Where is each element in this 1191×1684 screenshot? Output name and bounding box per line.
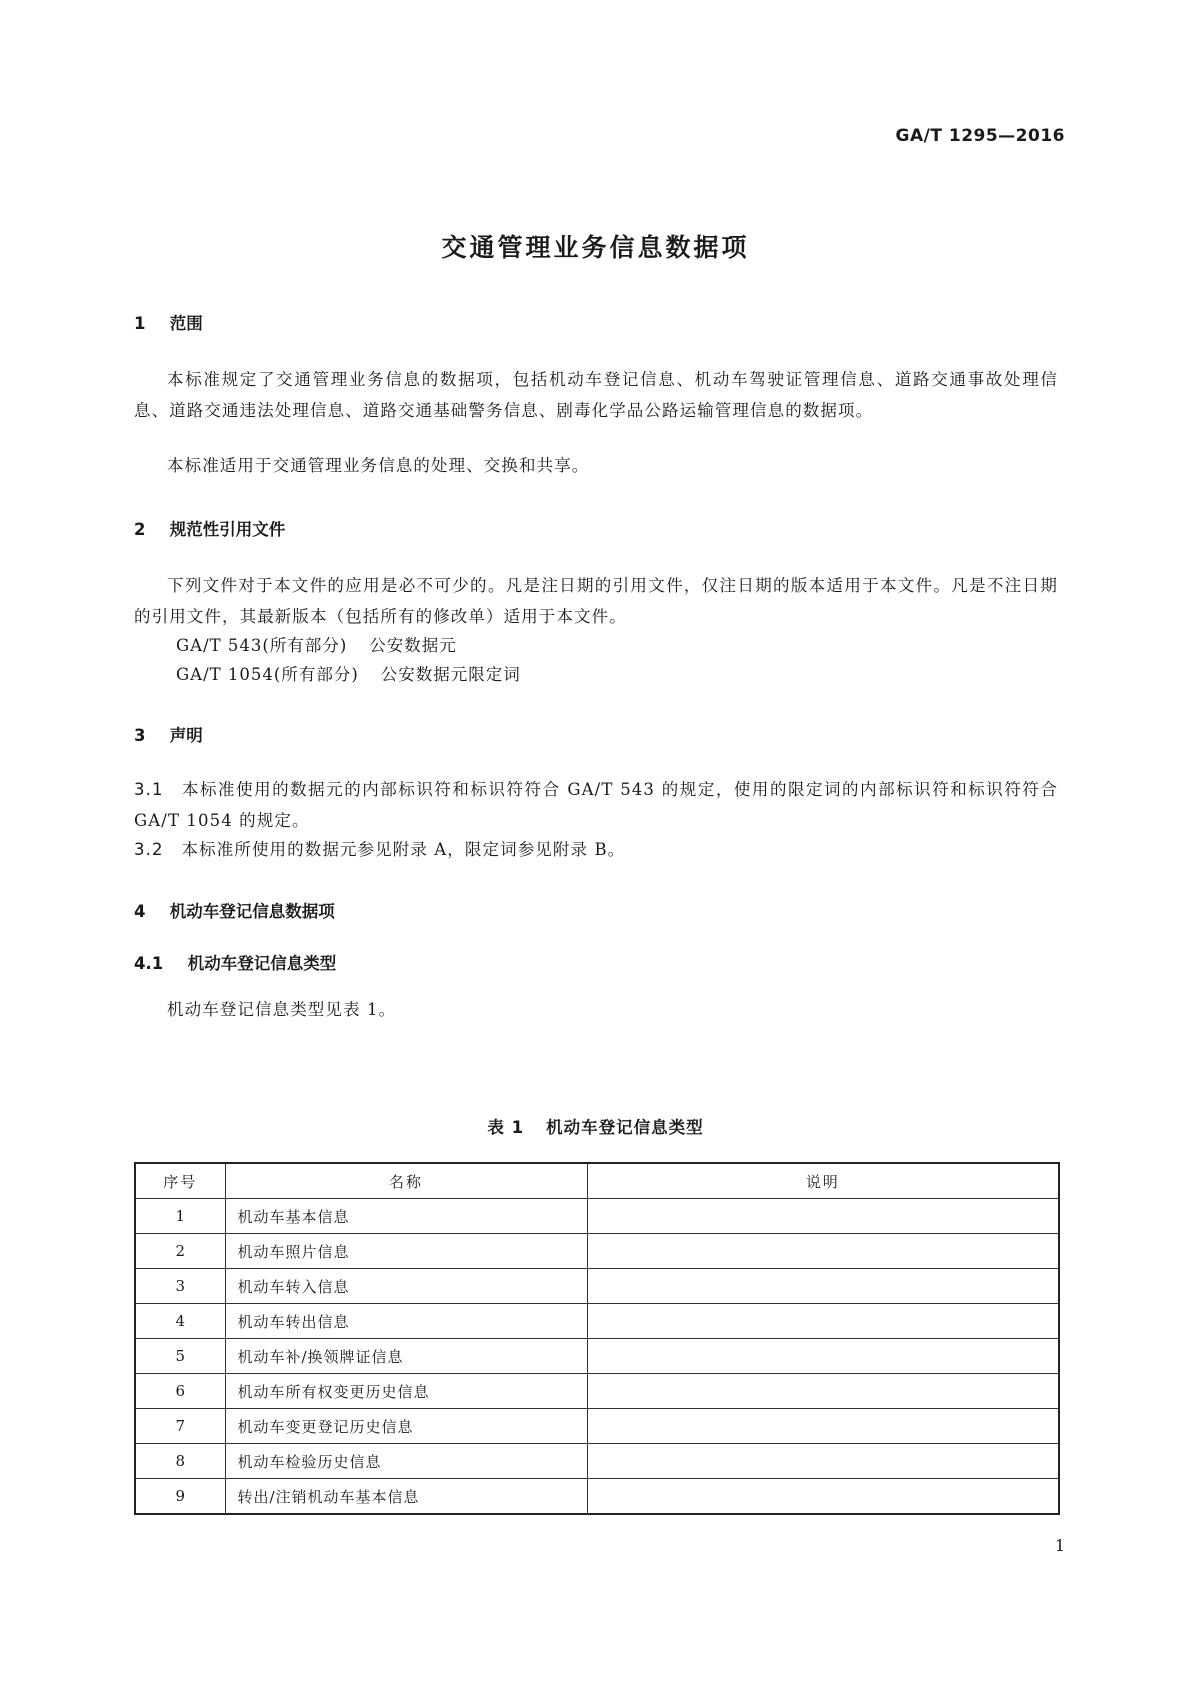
table-row <box>135 1339 1059 1374</box>
table-title: 机动车登记信息类型 <box>546 1118 704 1137</box>
cell-no: 9 <box>135 1479 225 1515</box>
section-4-heading <box>134 898 335 922</box>
section-title: 规范性引用文件 <box>169 520 286 539</box>
standard-code: GA/T 1295—2016 <box>895 126 1065 146</box>
reference-name: 公安数据元限定词 <box>380 665 521 684</box>
section-number: 1 <box>134 314 146 333</box>
section-number: 3 <box>134 726 146 745</box>
reference-item <box>176 632 457 656</box>
cell-no: 5 <box>135 1339 225 1374</box>
table-number: 表 1 <box>487 1118 525 1137</box>
table-row <box>135 1269 1059 1304</box>
cell-no: 6 <box>135 1374 225 1409</box>
clause-number: 3.2 <box>134 840 164 859</box>
cell-no: 1 <box>135 1199 225 1234</box>
reference-code: GA/T 1054(所有部分) <box>176 665 359 684</box>
section-number: 4 <box>134 902 146 921</box>
reference-code: GA/T 543(所有部分) <box>176 636 348 655</box>
section-1-paragraph-1: 本标准规定了交通管理业务信息的数据项，包括机动车登记信息、机动车驾驶证管理信息、道路交通事故处理信息、道路交通违法处理信息、道路交通基础警务信息、剧毒化学品公路运输管理信息的数据项。 <box>134 370 1058 420</box>
document-title: 交通管理业务信息数据项 <box>441 233 750 262</box>
table-row <box>135 1444 1059 1479</box>
cell-desc <box>587 1479 1059 1515</box>
section-title: 机动车登记信息数据项 <box>169 902 335 921</box>
subsection-number: 4.1 <box>134 954 164 973</box>
reference-item <box>176 661 521 685</box>
cell-no: 7 <box>135 1409 225 1444</box>
table-row <box>135 1479 1059 1515</box>
clause-text: 本标准使用的数据元的内部标识符和标识符符合 GA/T 543 的规定，使用的限定词的内部标识符和标识符符合 GA/T 1054 的规定。 <box>134 780 1058 830</box>
cell-no: 8 <box>135 1444 225 1479</box>
cell-name: 机动车检验历史信息 <box>225 1444 587 1479</box>
cell-desc <box>587 1234 1059 1269</box>
cell-no: 3 <box>135 1269 225 1304</box>
cell-desc <box>587 1444 1059 1479</box>
cell-desc <box>587 1269 1059 1304</box>
cell-desc <box>587 1199 1059 1234</box>
cell-desc <box>587 1339 1059 1374</box>
cell-desc <box>587 1374 1059 1409</box>
section-2-paragraph-1: 下列文件对于本文件的应用是必不可少的。凡是注日期的引用文件，仅注日期的版本适用于本文件。凡是不注日期的引用文件，其最新版本（包括所有的修改单）适用于本文件。 <box>134 576 1058 626</box>
section-2-heading <box>134 516 285 540</box>
cell-name: 机动车变更登记历史信息 <box>225 1409 587 1444</box>
section-3-1-paragraph <box>134 774 1058 836</box>
table-row <box>135 1234 1059 1269</box>
cell-desc <box>587 1409 1059 1444</box>
section-3-2-paragraph <box>134 834 1058 865</box>
column-header-name: 名称 <box>225 1163 587 1199</box>
page-number: 1 <box>1054 1536 1065 1555</box>
cell-no: 4 <box>135 1304 225 1339</box>
cell-no: 2 <box>135 1234 225 1269</box>
cell-name: 机动车基本信息 <box>225 1199 587 1234</box>
cell-name: 机动车所有权变更历史信息 <box>225 1374 587 1409</box>
table-caption <box>0 1114 1191 1138</box>
cell-name: 机动车转出信息 <box>225 1304 587 1339</box>
cell-name: 机动车照片信息 <box>225 1234 587 1269</box>
table-header-row <box>135 1163 1059 1199</box>
section-number: 2 <box>134 520 146 539</box>
cell-name: 机动车补/换领牌证信息 <box>225 1339 587 1374</box>
table-row <box>135 1374 1059 1409</box>
reference-name: 公安数据元 <box>369 636 457 655</box>
cell-name: 转出/注销机动车基本信息 <box>225 1479 587 1515</box>
table-row <box>135 1199 1059 1234</box>
vehicle-registration-info-table <box>134 1162 1060 1515</box>
section-4-1-paragraph: 机动车登记信息类型见表 1。 <box>167 1000 397 1019</box>
section-4-1-heading <box>134 950 336 974</box>
cell-name: 机动车转入信息 <box>225 1269 587 1304</box>
section-3-heading <box>134 722 203 746</box>
section-1-heading <box>134 310 203 334</box>
table-row <box>135 1409 1059 1444</box>
section-1-paragraph-2: 本标准适用于交通管理业务信息的处理、交换和共享。 <box>167 456 590 475</box>
column-header-desc: 说明 <box>587 1163 1059 1199</box>
clause-number: 3.1 <box>134 780 164 799</box>
section-title: 声明 <box>169 726 203 745</box>
section-title: 范围 <box>169 314 203 333</box>
subsection-title: 机动车登记信息类型 <box>187 954 337 973</box>
cell-desc <box>587 1304 1059 1339</box>
column-header-no: 序号 <box>135 1163 225 1199</box>
table-row <box>135 1304 1059 1339</box>
clause-text: 本标准所使用的数据元参见附录 A，限定词参见附录 B。 <box>181 840 626 859</box>
